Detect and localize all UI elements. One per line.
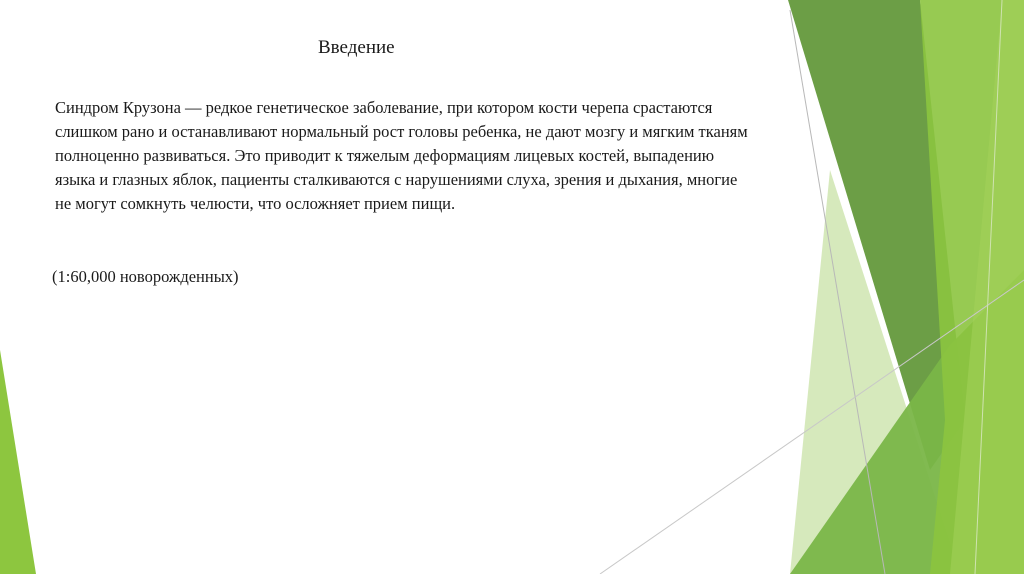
- slide-title: Введение: [318, 37, 395, 58]
- body-paragraph: Синдром Крузона — редкое генетическое заболевание, при котором кости черепа срастаются слишком рано и останавливают нормальный рост головы ребенка, не дают мозгу и мягким тканям полноценно развиваться. Это приводит к тяжелым деформациям лицевых костей, выпадению языка и глазных яблок, пациенты сталкиваются с нарушениями слуха, зрения и дыхания, многие не могут сомкнуть челюсти, что осложняет прием пищи.: [55, 98, 748, 213]
- incidence-statistic: (1:60,000 новорожденных): [52, 267, 239, 286]
- left-green-sliver: [0, 350, 36, 574]
